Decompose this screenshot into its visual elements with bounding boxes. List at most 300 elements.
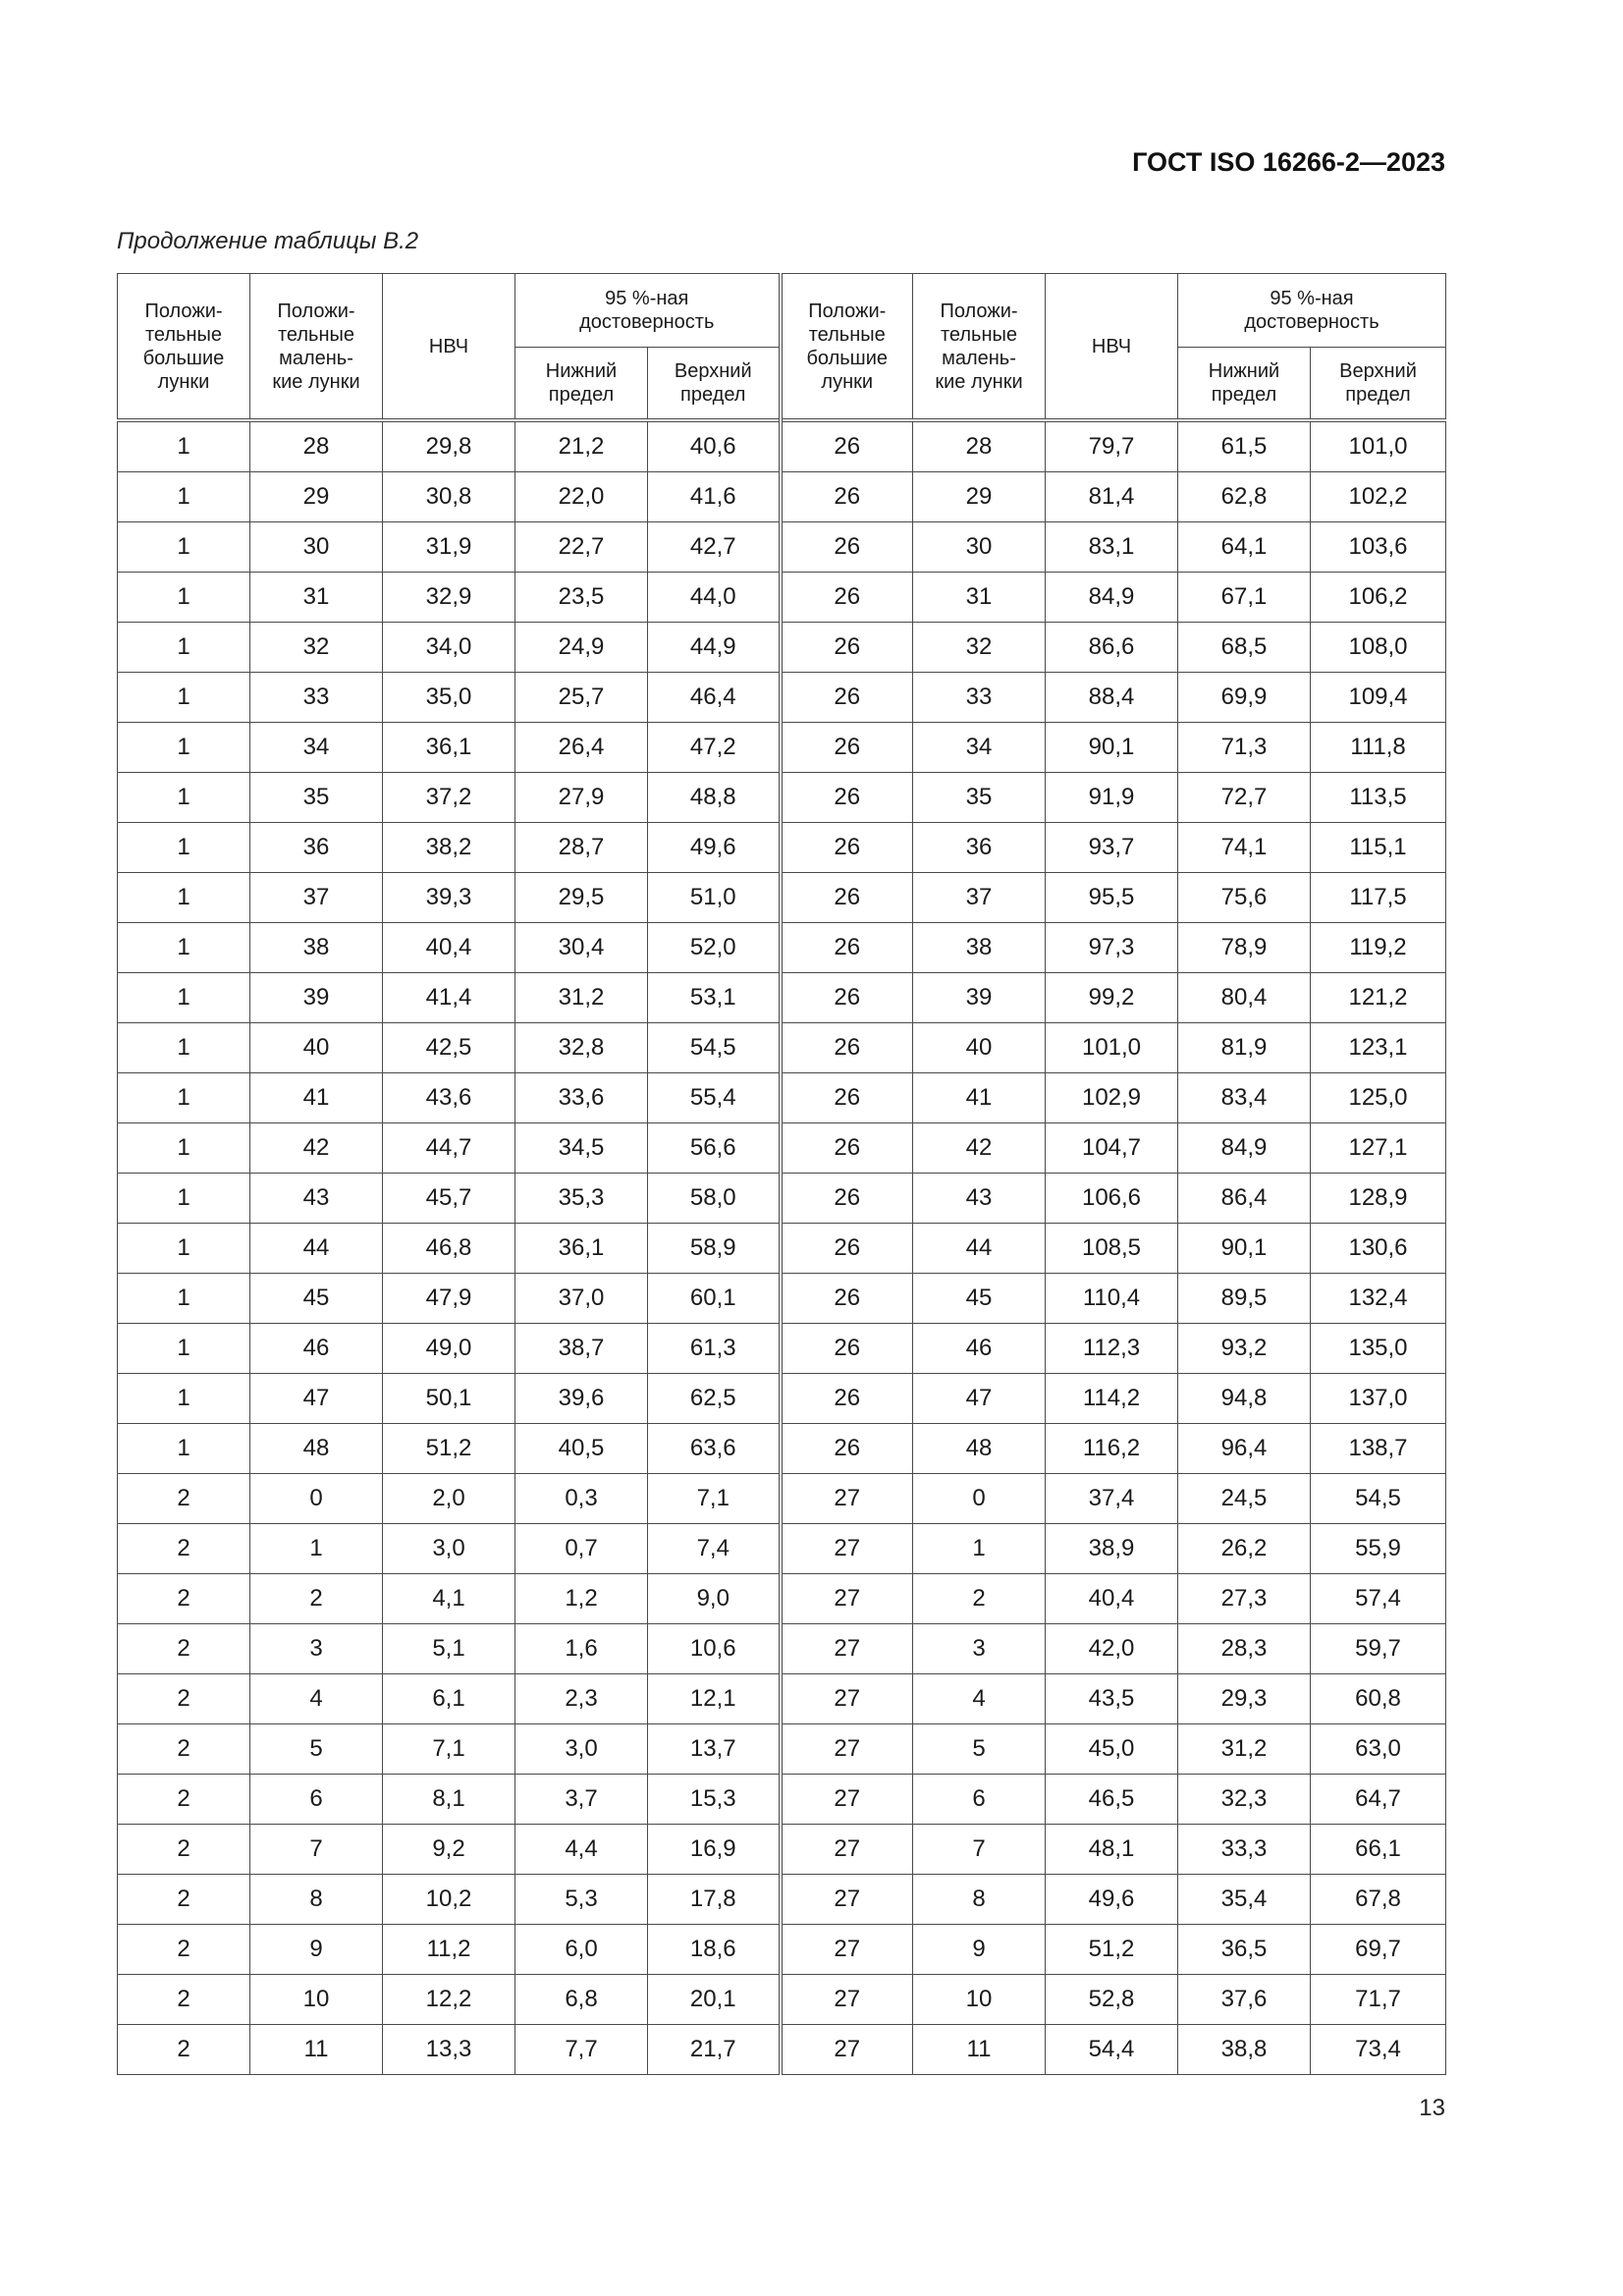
table-cell: 41,6 — [648, 472, 781, 522]
table-cell: 1 — [118, 823, 250, 873]
table-body — [118, 420, 1446, 2075]
table-cell: 41 — [250, 1073, 383, 1123]
table-cell: 60,1 — [648, 1274, 781, 1324]
mpn-table — [117, 273, 1446, 2075]
table-cell: 32,3 — [1178, 1775, 1311, 1825]
table-cell: 10 — [250, 1975, 383, 2025]
table-cell: 3 — [250, 1624, 383, 1674]
table-cell: 22,0 — [515, 472, 648, 522]
table-cell: 32 — [250, 623, 383, 673]
table-row — [118, 1624, 1446, 1674]
table-cell: 35,0 — [383, 673, 515, 723]
table-cell: 1 — [118, 1073, 250, 1123]
table-cell: 1,2 — [515, 1574, 648, 1624]
table-cell: 101,0 — [1311, 420, 1446, 472]
table-cell: 42 — [913, 1123, 1046, 1174]
table-cell: 47 — [913, 1374, 1046, 1424]
header-confidence: 95 %-ная достоверность — [1178, 274, 1446, 348]
table-cell: 46,8 — [383, 1224, 515, 1274]
table-cell: 45,0 — [1046, 1724, 1178, 1775]
table-cell: 1 — [118, 1324, 250, 1374]
table-cell: 38 — [250, 923, 383, 973]
table-cell: 95,5 — [1046, 873, 1178, 923]
table-row — [118, 723, 1446, 773]
table-cell: 28,3 — [1178, 1624, 1311, 1674]
table-cell: 54,5 — [648, 1023, 781, 1073]
table-cell: 27 — [781, 1925, 913, 1975]
table-cell: 93,2 — [1178, 1324, 1311, 1374]
table-cell: 47,9 — [383, 1274, 515, 1324]
table-row — [118, 1274, 1446, 1324]
table-cell: 4,4 — [515, 1825, 648, 1875]
table-cell: 89,5 — [1178, 1274, 1311, 1324]
table-cell: 26 — [781, 1123, 913, 1174]
table-cell: 2 — [118, 1925, 250, 1975]
table-cell: 11,2 — [383, 1925, 515, 1975]
table-cell: 31,9 — [383, 522, 515, 573]
table-cell: 13,3 — [383, 2025, 515, 2075]
table-row — [118, 1775, 1446, 1825]
table-cell: 26 — [781, 623, 913, 673]
table-cell: 40 — [250, 1023, 383, 1073]
table-cell: 59,7 — [1311, 1624, 1446, 1674]
table-cell: 29,3 — [1178, 1674, 1311, 1724]
table-row — [118, 823, 1446, 873]
table-cell: 21,2 — [515, 420, 648, 472]
table-row — [118, 522, 1446, 573]
table-cell: 48 — [913, 1424, 1046, 1474]
table-cell: 1 — [118, 1174, 250, 1224]
table-cell: 33 — [913, 673, 1046, 723]
table-cell: 0,3 — [515, 1474, 648, 1524]
table-cell: 44 — [913, 1224, 1046, 1274]
table-cell: 26 — [781, 923, 913, 973]
table-cell: 6,8 — [515, 1975, 648, 2025]
table-cell: 123,1 — [1311, 1023, 1446, 1073]
table-cell: 27 — [781, 2025, 913, 2075]
table-row — [118, 1825, 1446, 1875]
table-cell: 13,7 — [648, 1724, 781, 1775]
table-cell: 10 — [913, 1975, 1046, 2025]
table-cell: 138,7 — [1311, 1424, 1446, 1474]
table-cell: 32,9 — [383, 573, 515, 623]
table-cell: 55,4 — [648, 1073, 781, 1123]
table-cell: 6,1 — [383, 1674, 515, 1724]
table-row — [118, 623, 1446, 673]
table-cell: 1 — [250, 1524, 383, 1574]
table-cell: 26 — [781, 773, 913, 823]
table-cell: 46,4 — [648, 673, 781, 723]
table-cell: 130,6 — [1311, 1224, 1446, 1274]
table-cell: 46,5 — [1046, 1775, 1178, 1825]
table-cell: 1 — [118, 573, 250, 623]
table-cell: 2 — [118, 1775, 250, 1825]
table-row — [118, 773, 1446, 823]
table-cell: 37 — [913, 873, 1046, 923]
table-cell: 21,7 — [648, 2025, 781, 2075]
table-row — [118, 472, 1446, 522]
table-cell: 42 — [250, 1123, 383, 1174]
table-cell: 1 — [118, 420, 250, 472]
table-cell: 48,8 — [648, 773, 781, 823]
table-cell: 91,9 — [1046, 773, 1178, 823]
table-cell: 8,1 — [383, 1775, 515, 1825]
table-cell: 25,7 — [515, 673, 648, 723]
table-cell: 108,5 — [1046, 1224, 1178, 1274]
table-cell: 40 — [913, 1023, 1046, 1073]
document-standard-header: ГОСТ ISO 16266-2—2023 — [1132, 147, 1445, 177]
table-cell: 45,7 — [383, 1174, 515, 1224]
table-cell: 127,1 — [1311, 1123, 1446, 1174]
table-cell: 46 — [250, 1324, 383, 1374]
table-cell: 1 — [118, 1224, 250, 1274]
table-cell: 26 — [781, 1274, 913, 1324]
table-cell: 1 — [118, 723, 250, 773]
table-cell: 38,9 — [1046, 1524, 1178, 1574]
table-cell: 34 — [913, 723, 1046, 773]
table-cell: 37,2 — [383, 773, 515, 823]
table-cell: 26 — [781, 573, 913, 623]
table-cell: 42,0 — [1046, 1624, 1178, 1674]
table-cell: 104,7 — [1046, 1123, 1178, 1174]
table-cell: 64,7 — [1311, 1775, 1446, 1825]
table-cell: 5 — [913, 1724, 1046, 1775]
table-cell: 36,1 — [515, 1224, 648, 1274]
table-cell: 112,3 — [1046, 1324, 1178, 1374]
table-cell: 69,9 — [1178, 673, 1311, 723]
table-cell: 27 — [781, 1724, 913, 1775]
table-cell: 4 — [913, 1674, 1046, 1724]
table-cell: 54,4 — [1046, 2025, 1178, 2075]
table-cell: 42,7 — [648, 522, 781, 573]
table-cell: 84,9 — [1178, 1123, 1311, 1174]
table-cell: 3,0 — [383, 1524, 515, 1574]
table-cell: 28,7 — [515, 823, 648, 873]
table-cell: 44,0 — [648, 573, 781, 623]
table-cell: 45 — [250, 1274, 383, 1324]
table-cell: 26 — [781, 420, 913, 472]
table-cell: 36 — [250, 823, 383, 873]
table-cell: 93,7 — [1046, 823, 1178, 873]
table-cell: 42,5 — [383, 1023, 515, 1073]
table-cell: 128,9 — [1311, 1174, 1446, 1224]
table-cell: 84,9 — [1046, 573, 1178, 623]
table-row — [118, 1674, 1446, 1724]
table-cell: 4 — [250, 1674, 383, 1724]
table-cell: 26 — [781, 723, 913, 773]
table-cell: 33,6 — [515, 1073, 648, 1123]
table-cell: 1,6 — [515, 1624, 648, 1674]
table-cell: 27 — [781, 1574, 913, 1624]
table-row — [118, 1574, 1446, 1624]
table-cell: 26 — [781, 1374, 913, 1424]
table-cell: 67,8 — [1311, 1875, 1446, 1925]
table-cell: 73,4 — [1311, 2025, 1446, 2075]
table-cell: 35,3 — [515, 1174, 648, 1224]
table-cell: 7 — [250, 1825, 383, 1875]
table-cell: 110,4 — [1046, 1274, 1178, 1324]
table-cell: 2 — [118, 1875, 250, 1925]
table-cell: 7,1 — [383, 1724, 515, 1775]
table-cell: 1 — [118, 623, 250, 673]
table-cell: 115,1 — [1311, 823, 1446, 873]
table-cell: 125,0 — [1311, 1073, 1446, 1123]
table-cell: 64,1 — [1178, 522, 1311, 573]
table-cell: 27 — [781, 1624, 913, 1674]
table-cell: 38 — [913, 923, 1046, 973]
table-cell: 26 — [781, 1073, 913, 1123]
table-cell: 40,4 — [1046, 1574, 1178, 1624]
table-cell: 2 — [118, 1724, 250, 1775]
table-cell: 30,4 — [515, 923, 648, 973]
table-cell: 49,6 — [648, 823, 781, 873]
table-cell: 2 — [118, 1574, 250, 1624]
header-lower-limit: Нижний предел — [1178, 348, 1311, 421]
table-cell: 51,0 — [648, 873, 781, 923]
table-cell: 43,5 — [1046, 1674, 1178, 1724]
table-cell: 2,0 — [383, 1474, 515, 1524]
table-cell: 34,5 — [515, 1123, 648, 1174]
table-cell: 15,3 — [648, 1775, 781, 1825]
table-cell: 44 — [250, 1224, 383, 1274]
table-cell: 114,2 — [1046, 1374, 1178, 1424]
table-cell: 1 — [118, 773, 250, 823]
table-cell: 1 — [118, 1123, 250, 1174]
table-cell: 1 — [118, 1424, 250, 1474]
table-cell: 16,9 — [648, 1825, 781, 1875]
table-cell: 106,6 — [1046, 1174, 1178, 1224]
table-cell: 49,6 — [1046, 1875, 1178, 1925]
table-cell: 36 — [913, 823, 1046, 873]
table-cell: 31 — [250, 573, 383, 623]
table-cell: 30 — [250, 522, 383, 573]
table-cell: 26 — [781, 522, 913, 573]
table-cell: 62,8 — [1178, 472, 1311, 522]
table-row — [118, 573, 1446, 623]
table-cell: 9 — [250, 1925, 383, 1975]
table-cell: 41 — [913, 1073, 1046, 1123]
table-cell: 44,7 — [383, 1123, 515, 1174]
table-row — [118, 1224, 1446, 1274]
table-cell: 119,2 — [1311, 923, 1446, 973]
table-cell: 3,7 — [515, 1775, 648, 1825]
table-cell: 67,1 — [1178, 573, 1311, 623]
table-cell: 41,4 — [383, 973, 515, 1023]
table-cell: 35 — [913, 773, 1046, 823]
table-cell: 27 — [781, 1775, 913, 1825]
table-cell: 75,6 — [1178, 873, 1311, 923]
table-cell: 137,0 — [1311, 1374, 1446, 1424]
table-cell: 63,0 — [1311, 1724, 1446, 1775]
table-row — [118, 673, 1446, 723]
table-cell: 37,6 — [1178, 1975, 1311, 2025]
table-cell: 18,6 — [648, 1925, 781, 1975]
table-row — [118, 1073, 1446, 1123]
table-cell: 26 — [781, 1023, 913, 1073]
table-cell: 111,8 — [1311, 723, 1446, 773]
table-cell: 47,2 — [648, 723, 781, 773]
header-small-wells: Положи- тельные малень- кие лунки — [913, 274, 1046, 421]
table-cell: 27,9 — [515, 773, 648, 823]
table-cell: 2 — [118, 1975, 250, 2025]
table-cell: 55,9 — [1311, 1524, 1446, 1574]
table-cell: 1 — [118, 973, 250, 1023]
table-cell: 2 — [118, 1674, 250, 1724]
table-cell: 48 — [250, 1424, 383, 1474]
table-cell: 7 — [913, 1825, 1046, 1875]
table-cell: 132,4 — [1311, 1274, 1446, 1324]
table-cell: 81,4 — [1046, 472, 1178, 522]
table-cell: 32,8 — [515, 1023, 648, 1073]
table-cell: 33,3 — [1178, 1825, 1311, 1875]
table-row — [118, 1174, 1446, 1224]
table-cell: 106,2 — [1311, 573, 1446, 623]
header-upper-limit: Верхний предел — [1311, 348, 1446, 421]
table-cell: 24,9 — [515, 623, 648, 673]
table-cell: 39,6 — [515, 1374, 648, 1424]
table-cell: 32 — [913, 623, 1046, 673]
table-cell: 83,4 — [1178, 1073, 1311, 1123]
table-cell: 27 — [781, 1674, 913, 1724]
table-cell: 6,0 — [515, 1925, 648, 1975]
table-cell: 103,6 — [1311, 522, 1446, 573]
table-cell: 7,4 — [648, 1524, 781, 1574]
table-cell: 56,6 — [648, 1123, 781, 1174]
table-cell: 12,2 — [383, 1975, 515, 2025]
table-cell: 6 — [250, 1775, 383, 1825]
table-row — [118, 923, 1446, 973]
table-cell: 5,3 — [515, 1875, 648, 1925]
table-cell: 36,1 — [383, 723, 515, 773]
table-cell: 24,5 — [1178, 1474, 1311, 1524]
table-cell: 40,5 — [515, 1424, 648, 1474]
table-cell: 23,5 — [515, 573, 648, 623]
table-row — [118, 1424, 1446, 1474]
table-cell: 5,1 — [383, 1624, 515, 1674]
table-cell: 26 — [781, 673, 913, 723]
table-cell: 40,6 — [648, 420, 781, 472]
table-cell: 31 — [913, 573, 1046, 623]
table-cell: 9 — [913, 1925, 1046, 1975]
table-cell: 1 — [118, 1274, 250, 1324]
table-cell: 49,0 — [383, 1324, 515, 1374]
table-cell: 69,7 — [1311, 1925, 1446, 1975]
table-cell: 34 — [250, 723, 383, 773]
header-mpn: НВЧ — [383, 274, 515, 421]
table-cell: 29 — [913, 472, 1046, 522]
header-confidence: 95 %-ная достоверность — [515, 274, 781, 348]
table-cell: 101,0 — [1046, 1023, 1178, 1073]
table-cell: 38,8 — [1178, 2025, 1311, 2075]
table-cell: 3 — [913, 1624, 1046, 1674]
table-cell: 34,0 — [383, 623, 515, 673]
table-cell: 74,1 — [1178, 823, 1311, 873]
table-cell: 86,6 — [1046, 623, 1178, 673]
table-cell: 45 — [913, 1274, 1046, 1324]
table-cell: 0,7 — [515, 1524, 648, 1574]
table-cell: 44,9 — [648, 623, 781, 673]
table-cell: 102,9 — [1046, 1073, 1178, 1123]
table-cell: 29,5 — [515, 873, 648, 923]
table-cell: 3,0 — [515, 1724, 648, 1775]
table-cell: 26 — [781, 823, 913, 873]
table-cell: 43,6 — [383, 1073, 515, 1123]
table-cell: 1 — [118, 522, 250, 573]
table-row — [118, 1023, 1446, 1073]
table-cell: 22,7 — [515, 522, 648, 573]
table-cell: 39 — [913, 973, 1046, 1023]
table-cell: 51,2 — [1046, 1925, 1178, 1975]
header-large-wells: Положи- тельные большие лунки — [118, 274, 250, 421]
table-cell: 37,0 — [515, 1274, 648, 1324]
table-cell: 80,4 — [1178, 973, 1311, 1023]
table-cell: 38,2 — [383, 823, 515, 873]
table-cell: 35,4 — [1178, 1875, 1311, 1925]
table-cell: 53,1 — [648, 973, 781, 1023]
table-cell: 60,8 — [1311, 1674, 1446, 1724]
table-cell: 2 — [118, 1474, 250, 1524]
table-cell: 63,6 — [648, 1424, 781, 1474]
table-cell: 28 — [250, 420, 383, 472]
table-cell: 66,1 — [1311, 1825, 1446, 1875]
header-mpn: НВЧ — [1046, 274, 1178, 421]
table-cell: 108,0 — [1311, 623, 1446, 673]
table-row — [118, 1724, 1446, 1775]
table-cell: 48,1 — [1046, 1825, 1178, 1875]
table-cell: 90,1 — [1046, 723, 1178, 773]
table-cell: 96,4 — [1178, 1424, 1311, 1474]
table-cell: 68,5 — [1178, 623, 1311, 673]
header-large-wells: Положи- тельные большие лунки — [781, 274, 913, 421]
table-cell: 61,3 — [648, 1324, 781, 1374]
header-small-wells: Положи- тельные малень- кие лунки — [250, 274, 383, 421]
table-cell: 109,4 — [1311, 673, 1446, 723]
table-cell: 1 — [118, 1374, 250, 1424]
table-cell: 43 — [913, 1174, 1046, 1224]
table-cell: 71,3 — [1178, 723, 1311, 773]
table-cell: 97,3 — [1046, 923, 1178, 973]
table-cell: 31,2 — [1178, 1724, 1311, 1775]
table-cell: 1 — [118, 923, 250, 973]
table-cell: 2 — [250, 1574, 383, 1624]
table-cell: 12,1 — [648, 1674, 781, 1724]
table-row — [118, 973, 1446, 1023]
table-cell: 135,0 — [1311, 1324, 1446, 1374]
table-cell: 50,1 — [383, 1374, 515, 1424]
table-cell: 27 — [781, 1875, 913, 1925]
table-row — [118, 2025, 1446, 2075]
table-cell: 1 — [118, 1023, 250, 1073]
table-cell: 11 — [250, 2025, 383, 2075]
table-cell: 102,2 — [1311, 472, 1446, 522]
table-cell: 27 — [781, 1524, 913, 1574]
table-cell: 2,3 — [515, 1674, 648, 1724]
table-cell: 7,7 — [515, 2025, 648, 2075]
table-cell: 54,5 — [1311, 1474, 1446, 1524]
table-cell: 46 — [913, 1324, 1046, 1374]
table-cell: 39 — [250, 973, 383, 1023]
table-cell: 26 — [781, 1324, 913, 1374]
table-cell: 2 — [118, 1825, 250, 1875]
table-cell: 1 — [118, 873, 250, 923]
table-cell: 51,2 — [383, 1424, 515, 1474]
table-row — [118, 1925, 1446, 1975]
table-cell: 2 — [118, 2025, 250, 2075]
table-cell: 99,2 — [1046, 973, 1178, 1023]
table-cell: 37 — [250, 873, 383, 923]
table-cell: 113,5 — [1311, 773, 1446, 823]
header-lower-limit: Нижний предел — [515, 348, 648, 421]
